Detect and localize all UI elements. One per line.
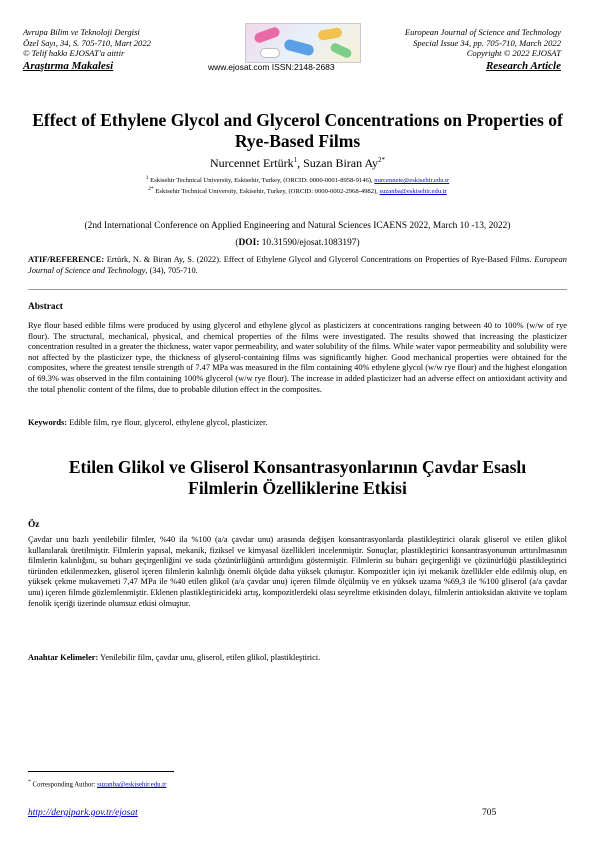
issue-info-en: Special Issue 34, pp. 705-710, March 2022 (413, 37, 561, 48)
article-type-en: Research Article (485, 59, 561, 72)
affiliations (20, 174, 575, 196)
keywords-tr-text: Yenilebilir film, çavdar unu, gliserol, etilen glikol, plastikleştirici. (98, 653, 321, 662)
issue-info-tr: Özel Sayı, 34, S. 705-710, Mart 2022 (23, 37, 151, 48)
citation-label: ATIF/REFERENCE: (28, 255, 105, 264)
page-number: 705 (482, 808, 497, 818)
journal-header-right (405, 27, 561, 71)
doi-open-paren: ( (235, 238, 239, 248)
journal-name-tr: Avrupa Bilim ve Teknoloji Dergisi (23, 27, 140, 37)
author-1: Nurcennet Ertürk (209, 156, 294, 170)
author-separator: , (297, 156, 304, 170)
oz-body: Çavdar unu bazlı yenilebilir filmler, %40 ila %100 (a/a çavdar unu) arasında değişen konsantrasyonlarda plastikleştirici olarak gliserol ve etilen glikol kullanılarak üretilmiştir. Filmlerin yapısal, mekanik, fiziksel ve kimyasal özellikleri incelenmiştir. Sonuçlar, plastikleştirici konsantrasyonunun arttırılmasının filmlerin kalınlığını, su buharı geçirgenliğini ve suda çözünürlüğünü arttırdığını göstermiştir. Filmlerin su buharı geçirgenliği ve çözünürlüğü plastikleştirici türünden etkilenmezken, gliserol içeren filmlerin kalınlığı önemli ölçüde daha yüksek çıkmıştır. Kompozitler için iyi mekanik özellikler elde edilmiş olup, en yüksek çekme mukavemeti 7,47 MPa ile %40 etilen glikol (a/a çavdar unu) içeren filmde ölçülmüş ve en yüksek uzama %69,3 ile %100 gliserol (a/a çavdar unu) içeren filmde gözlemlenmiştir. Eklenen plastikleştiricideki artış, kompozitlerdeki olası seyreltme etkisinden dolayı, filmlerin antioksidan aktivite ve toplam fenolik içeriği üzerinde olumsuz etkisi olmuştur. (28, 535, 567, 608)
keywords-text: Edible film, rye flour, glycerol, ethylene glycol, plasticizer. (67, 418, 268, 427)
affiliation-2 (20, 185, 575, 196)
doi-value: 10.31590/ejosat.1083197) (259, 238, 360, 248)
conference-info: (2nd International Conference on Applied Engineering and Natural Sciences ICAENS 2022, March 10 -13, 2022) (84, 221, 511, 231)
paper-title-tr: Etilen Glikol ve Gliserol Konsantrasyonlarının Çavdar Esaslı Filmlerin Özelliklerine Etkisi (68, 457, 527, 498)
corresponding-author-footnote (28, 779, 166, 788)
website-issn: www.ejosat.com ISSN:2148-2683 (208, 62, 335, 72)
author-line (20, 156, 575, 171)
journal-logo (245, 23, 361, 63)
paper-title-en: Effect of Ethylene Glycol and Glycerol Concentrations on Properties of Rye-Based Films (32, 110, 563, 151)
footnote-text: Corresponding Author: (30, 781, 98, 789)
affiliation-1-text: Eskisehir Technical University, Eskisehir, Turkey, (ORCID: 0000-0001-8958-9146), (148, 177, 375, 185)
abstract-body: Rye flour based edible films were produced by using glycerol and ethylene glycol as plasticizers at concentrations ranging between 40 to 100% (w/w of rye flour). The structural, mechanical, physical, and chemical properties of the films were investigated. The results showed that increasing the plasticizer concentration resulted in a greater the thickness, water vapor permeability, and water solubility of the films. While water vapor permeability and solubility were not affected by the plasticizer type, the thickness of glyserol-containing films was significantly higher. Good mechanical properties were obtained for the composites, where the greatest tensile strength of 7.47 MPa was measured in the film containing 40% ethylene glycol (w/w rye flour) and the highest elongation of 69.3% was observed in the film containing 100% glycerol (w/w rye flour). The increase in added plasticizer had an adverse effect on antioxidant activity and the total phenolic content of the films, due to probable dilution effect in the composites. (28, 321, 567, 394)
dergipark-link[interactable]: http://dergipark.gov.tr/ejosat (28, 808, 138, 818)
oz-heading: Öz (28, 520, 40, 530)
author-2-sup: 2* (378, 156, 386, 164)
footnote-email-link[interactable]: suzanba@eskisehir.edu.tr (97, 781, 167, 789)
journal-name-en: European Journal of Science and Technology (404, 27, 561, 37)
affiliation-1 (20, 174, 575, 185)
citation (28, 255, 567, 276)
author-1-sup: 1 (293, 156, 298, 164)
copyright-tr: © Telif hakkı EJOSAT'a aittir (23, 48, 125, 58)
keywords-label: Keywords: (28, 418, 68, 427)
abstract-heading: Abstract (28, 302, 63, 312)
footnote-sup: * (28, 779, 31, 785)
doi-label: DOI: (238, 238, 260, 248)
divider (28, 289, 567, 290)
journal-header-left (23, 27, 151, 71)
keywords-tr-label: Anahtar Kelimeler: (28, 653, 99, 662)
copyright-en: Copyright © 2022 EJOSAT (466, 48, 561, 58)
citation-tail: , (34), 705-710. (145, 265, 198, 275)
citation-text: Ertürk, N. & Biran Ay, S. (2022). Effect of Ethylene Glycol and Glycerol Concentrations on Properties of Rye-Based Films. (104, 255, 535, 264)
affiliation-1-sup: 1 (145, 175, 149, 181)
keywords-en (28, 418, 567, 429)
affiliation-2-email-link[interactable]: suzanba@eskisehir.edu.tr (379, 188, 447, 196)
affiliation-2-sup: 2* (148, 186, 154, 193)
affiliation-2-text: Eskisehir Technical University, Eskisehir, Turkey, (ORCID: 0000-0002-2968-4982), (153, 188, 380, 196)
footnote-rule (28, 771, 174, 772)
affiliation-1-email-link[interactable]: nurcennete@eskisehir.edu.tr (374, 177, 450, 185)
article-type-tr: Araştırma Makalesi (23, 59, 114, 72)
author-2: Suzan Biran Ay (303, 156, 379, 170)
doi-line (20, 238, 575, 248)
keywords-tr (28, 653, 567, 664)
citation-journal: European Journal of Science and Technology (28, 255, 567, 275)
